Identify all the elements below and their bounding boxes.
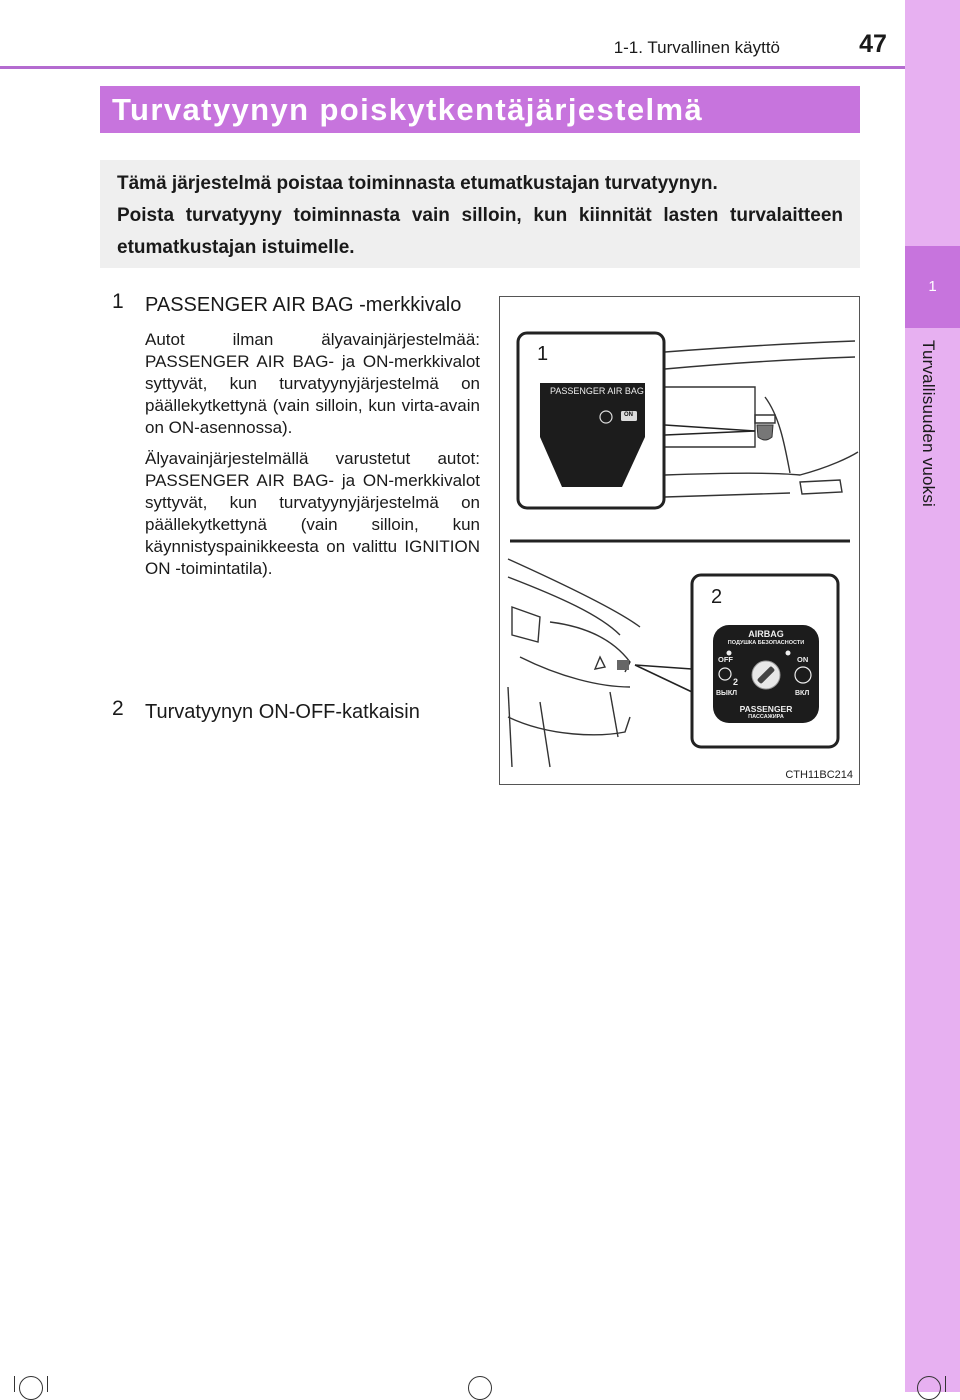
chapter-tab[interactable]: 1 [905, 246, 960, 328]
crop-mark [47, 1376, 48, 1392]
item-number: 1 [112, 290, 124, 313]
item-paragraph: Autot ilman älyavainjärjestelmää: PASSENGER AIR BAG- ja ON-merkkivalot syttyvät, kun turvatyynyjärjestelmä on päällekytkettynä (vain silloin, kun virta-avain on ON-asennossa). [145, 330, 480, 437]
crop-mark [945, 1376, 946, 1392]
switch-off: OFF [718, 655, 733, 664]
page-number: 47 [859, 30, 887, 58]
intro-line-1: Tämä järjestelmä poistaa toiminnasta etumatkustajan turvatyynyn. [117, 173, 718, 194]
list-item-2 [100, 697, 480, 728]
indicator-on: ON [624, 412, 633, 418]
running-header: 1-1. Turvallinen käyttö [613, 38, 780, 57]
registration-mark-icon [19, 1376, 43, 1400]
intro-box [100, 160, 860, 268]
switch-airbag-ru: ПОДУШКА БЕЗОПАСНОСТИ [727, 640, 805, 646]
item-description [145, 329, 480, 580]
switch-airbag-label: AIRBAG [748, 629, 784, 639]
switch-on-ru: ВКЛ [795, 690, 810, 697]
indicator-label: PASSENGER AIR BAG [550, 386, 644, 396]
crop-mark [14, 1376, 15, 1392]
switch-passenger: PASSENGER [739, 704, 793, 714]
item-number: 2 [112, 697, 124, 720]
header-rule [0, 66, 905, 69]
list-item-1 [100, 290, 480, 589]
item-paragraph: Älyavainjärjestelmällä varustetut autot: PASSENGER AIR BAG- ja ON-merkkivalot syttyvät, kun turvatyynyjärjestelmä on päällekytkettynä (vain silloin, kun käynnistyspainikkeesta on valittu IGNITION ON -toimintatila). [145, 449, 480, 578]
switch-on: ON [797, 655, 809, 664]
section-banner [100, 86, 860, 133]
item-heading: PASSENGER AIR BAG -merkkivalo [145, 294, 462, 316]
item-heading: Turvatyynyn ON-OFF-katkaisin [145, 701, 420, 723]
switch-passenger-ru: ПАССАЖИРА [748, 714, 784, 720]
registration-mark-icon [468, 1376, 492, 1400]
figure-code: CTH11BC214 [785, 769, 853, 781]
section-title: Turvatyynyn poiskytkentäjärjestelmä [112, 92, 704, 127]
side-tab [905, 0, 960, 1392]
intro-line-2: Poista turvatyyny toiminnasta vain silloin, kun kiinnität lasten turvalaitteen etumatkustajan istuimelle. [117, 205, 843, 258]
illustration [499, 296, 860, 785]
registration-mark-icon [917, 1376, 941, 1400]
switch-seat-number: 2 [733, 677, 739, 687]
intro-text [117, 168, 843, 264]
callout-2: 2 [711, 586, 723, 608]
switch-off-ru: ВЫКЛ [716, 690, 738, 697]
chapter-label: Turvallisuuden vuoksi [919, 340, 938, 508]
callout-1: 1 [537, 343, 549, 365]
